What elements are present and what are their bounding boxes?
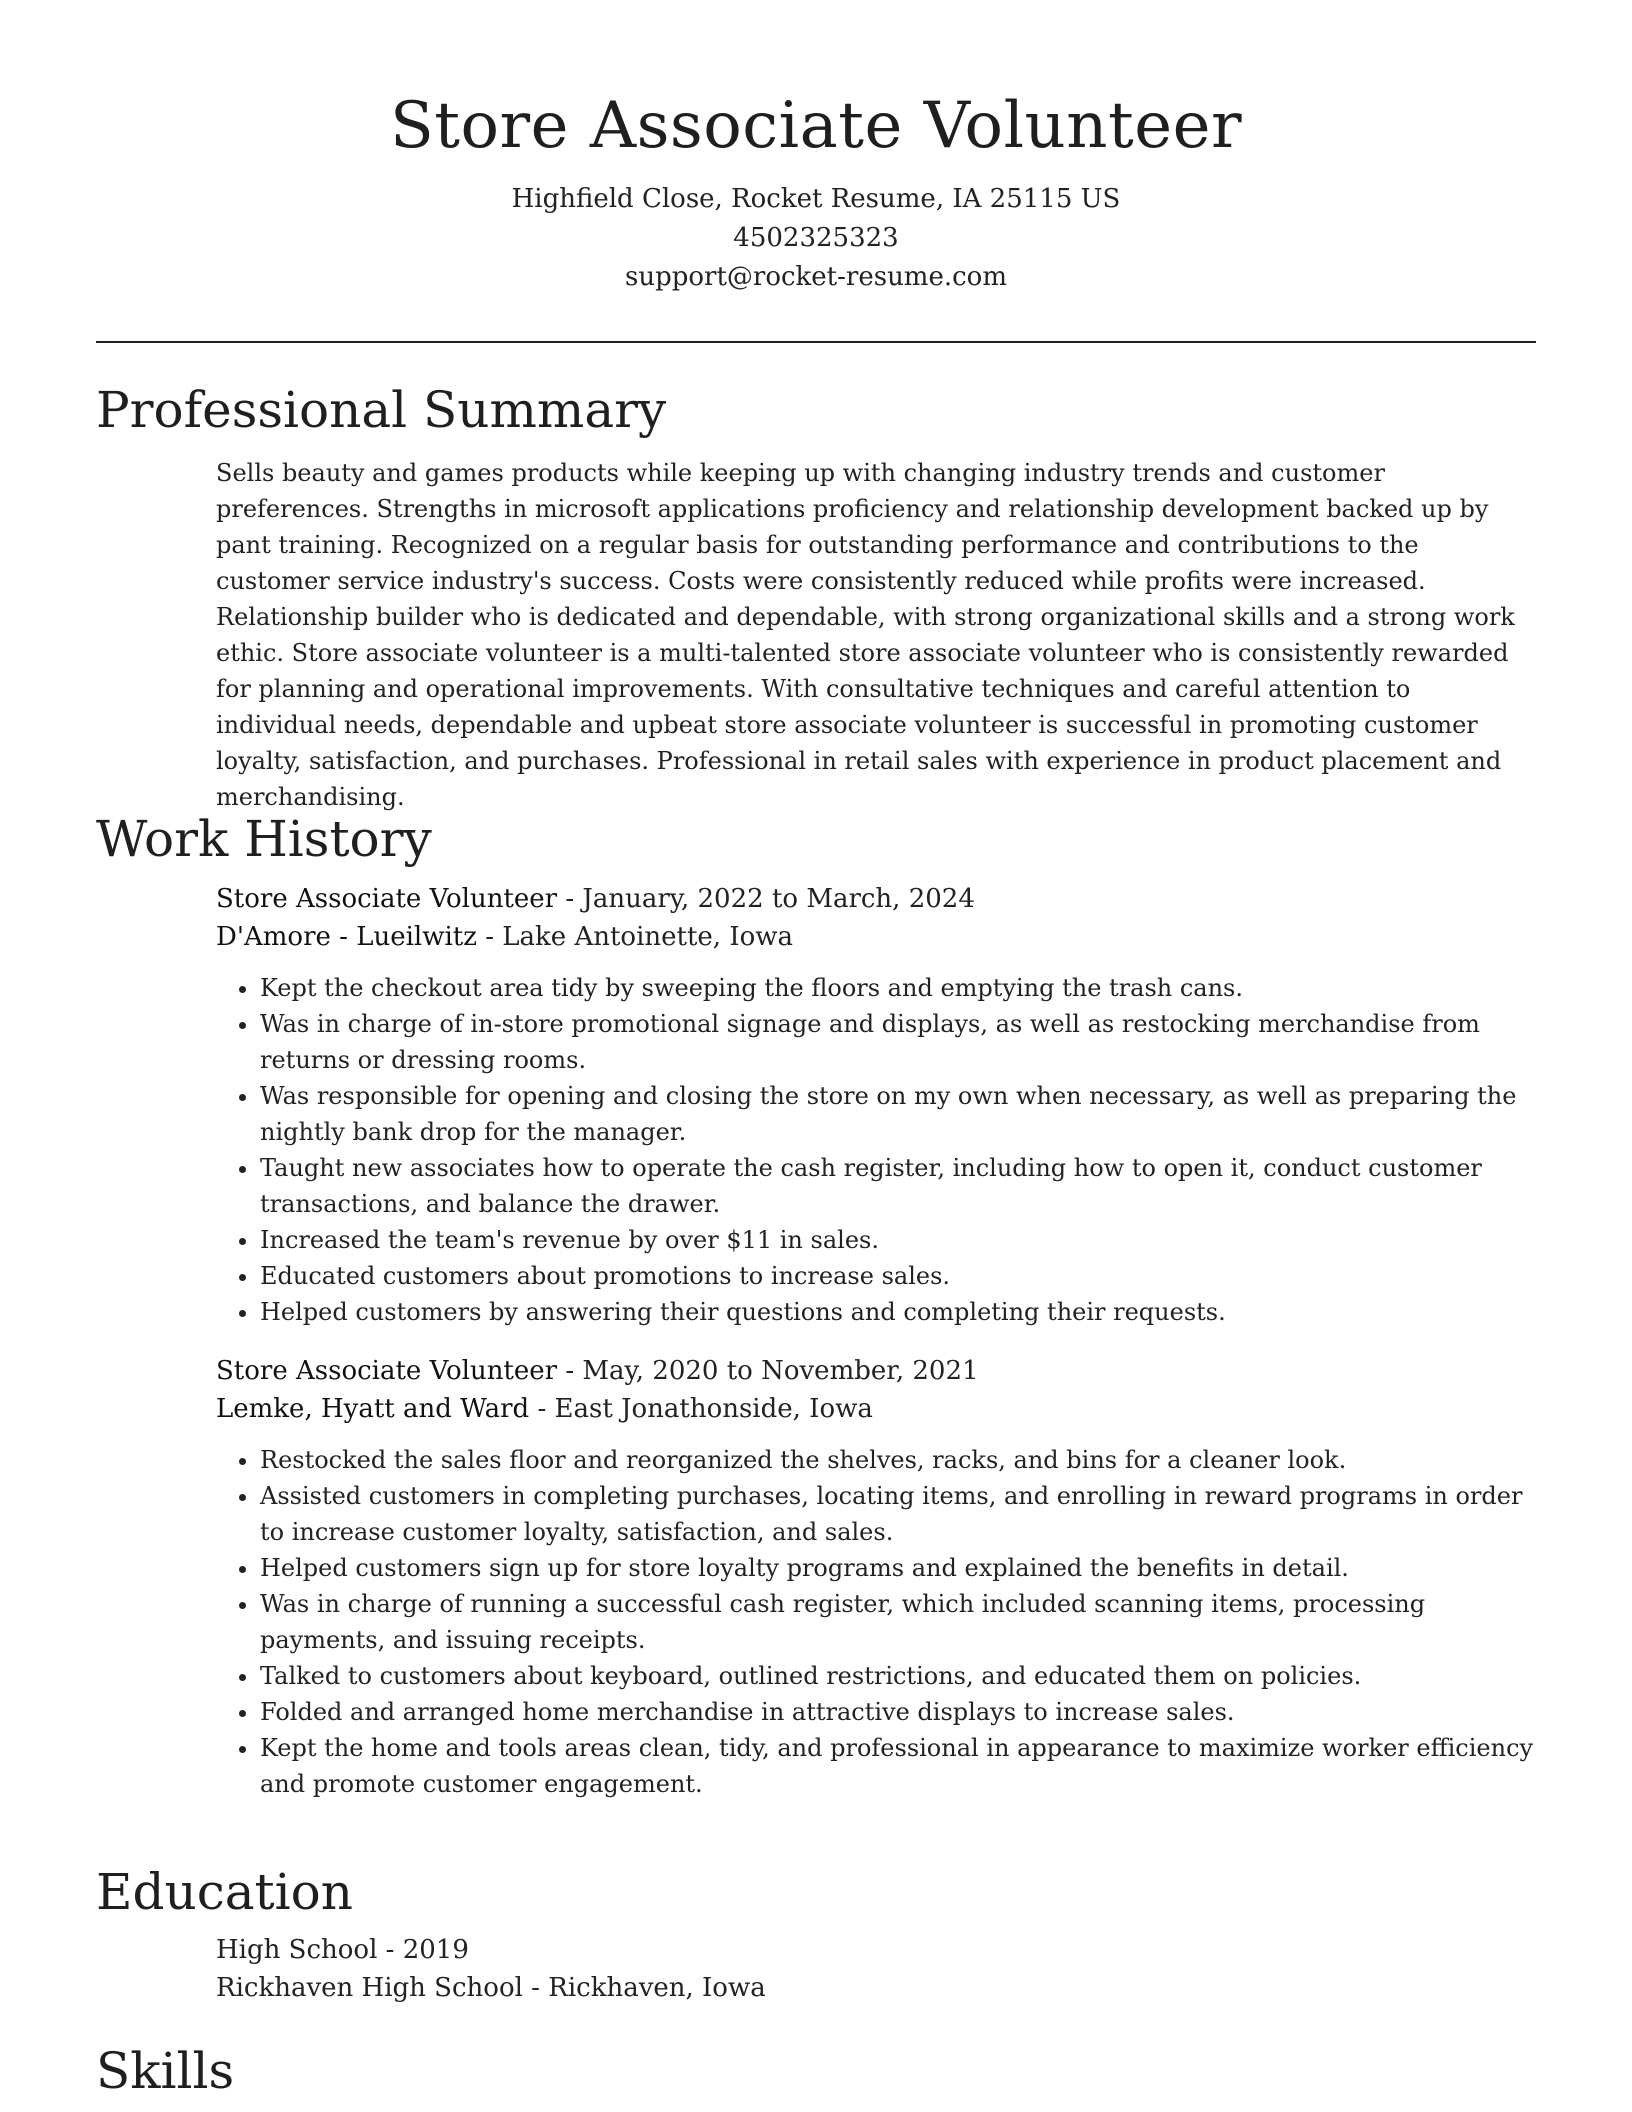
job-role: Store Associate Volunteer <box>216 884 558 914</box>
job-company: Lemke, Hyatt and Ward <box>216 1394 530 1424</box>
skills-section <box>96 2040 1536 2102</box>
bullet-item: • Was in charge of running a successful cash register, which included scanning items, processing payments, and issuing receipts. <box>260 1586 1536 1658</box>
job-dates: - January, 2022 to March, 2024 <box>557 884 975 914</box>
skills-title: Skills <box>96 2042 235 2100</box>
job-bullets <box>216 1442 1536 1802</box>
job-location: - Lake Antoinette, Iowa <box>476 922 794 952</box>
bullet-item: • Increased the team's revenue by over $11 in sales. <box>260 1222 1536 1258</box>
education-location: - Rickhaven, Iowa <box>522 1973 766 2003</box>
education-school: Rickhaven High School <box>216 1973 523 2003</box>
bullet-item: • Restocked the sales floor and reorganized the shelves, racks, and bins for a cleaner look. <box>260 1442 1536 1478</box>
summary-text: Sells beauty and games products while keeping up with changing industry trends and customer preferences. Strengths in microsoft applications proficiency and relationship development backed up by pant training. Recognized on a regular basis for outstanding performance and contributions to the customer service industry's success. Costs were consistently reduced while profits were increased. Relationship builder who is dedicated and dependable, with strong organizational skills and a strong work ethic. Store associate volunteer is a multi-talented store associate volunteer who is consistently rewarded for planning and operational improvements. With consultative techniques and careful attention to individual needs, dependable and upbeat store associate volunteer is successful in promoting customer loyalty, satisfaction, and purchases. Professional in retail sales with experience in product placement and merchandising. <box>216 459 1515 811</box>
bullet-item: • Educated customers about promotions to increase sales. <box>260 1258 1536 1294</box>
work-history-title: Work History <box>96 810 432 868</box>
bullet-item: • Kept the home and tools areas clean, tidy, and professional in appearance to maximize worker efficiency and promote customer engagement. <box>260 1730 1536 1802</box>
job-entry <box>216 880 1536 1330</box>
job-title-line <box>216 880 1536 918</box>
job-company-line <box>216 918 1536 956</box>
job-role: Store Associate Volunteer <box>216 1356 558 1386</box>
bullet-item: • Helped customers by answering their questions and completing their requests. <box>260 1294 1536 1330</box>
education-body <box>216 1931 1536 2007</box>
bullet-item: • Was responsible for opening and closing the store on my own when necessary, as well as preparing the nightly bank drop for the manager. <box>260 1078 1536 1150</box>
bullet-item: • Taught new associates how to operate the cash register, including how to open it, conduct customer transactions, and balance the drawer. <box>260 1150 1536 1222</box>
education-degree-line <box>216 1931 1536 1969</box>
bullet-item: • Talked to customers about keyboard, outlined restrictions, and educated them on policies. <box>260 1658 1536 1694</box>
job-company: D'Amore - Lueilwitz <box>216 922 477 952</box>
job-location: - East Jonathonside, Iowa <box>529 1394 873 1424</box>
phone-line: 4502325323 <box>733 223 899 253</box>
job-title-line <box>216 1352 1536 1390</box>
bullet-item: • Was in charge of in-store promotional signage and displays, as well as restocking merchandise from returns or dressing rooms. <box>260 1006 1536 1078</box>
candidate-name: Store Associate Volunteer <box>389 89 1243 163</box>
education-title: Education <box>96 1863 353 1921</box>
education-school-line <box>216 1969 1536 2007</box>
job-dates: - May, 2020 to November, 2021 <box>557 1356 979 1386</box>
education-year: - 2019 <box>377 1935 469 1965</box>
email-line: support@rocket-resume.com <box>624 262 1007 292</box>
job-company-line <box>216 1390 1536 1428</box>
education-section <box>96 1861 1536 2007</box>
summary-body <box>216 455 1536 815</box>
resume-header <box>0 0 1632 297</box>
work-history-body <box>216 880 1536 1802</box>
work-history-section <box>96 808 1536 1802</box>
contact-block <box>0 180 1632 297</box>
summary-title: Professional Summary <box>96 381 667 439</box>
bullet-item: • Folded and arranged home merchandise in attractive displays to increase sales. <box>260 1694 1536 1730</box>
bullet-item: • Helped customers sign up for store loyalty programs and explained the benefits in detail. <box>260 1550 1536 1586</box>
job-entry <box>216 1352 1536 1802</box>
education-degree: High School <box>216 1935 378 1965</box>
summary-section <box>96 379 1536 815</box>
address-line: Highfield Close, Rocket Resume, IA 25115 US <box>511 184 1121 214</box>
header-divider <box>96 341 1536 343</box>
job-bullets <box>216 970 1536 1330</box>
bullet-item: • Assisted customers in completing purchases, locating items, and enrolling in reward programs in order to increase customer loyalty, satisfaction, and sales. <box>260 1478 1536 1550</box>
bullet-item: • Kept the checkout area tidy by sweeping the floors and emptying the trash cans. <box>260 970 1536 1006</box>
